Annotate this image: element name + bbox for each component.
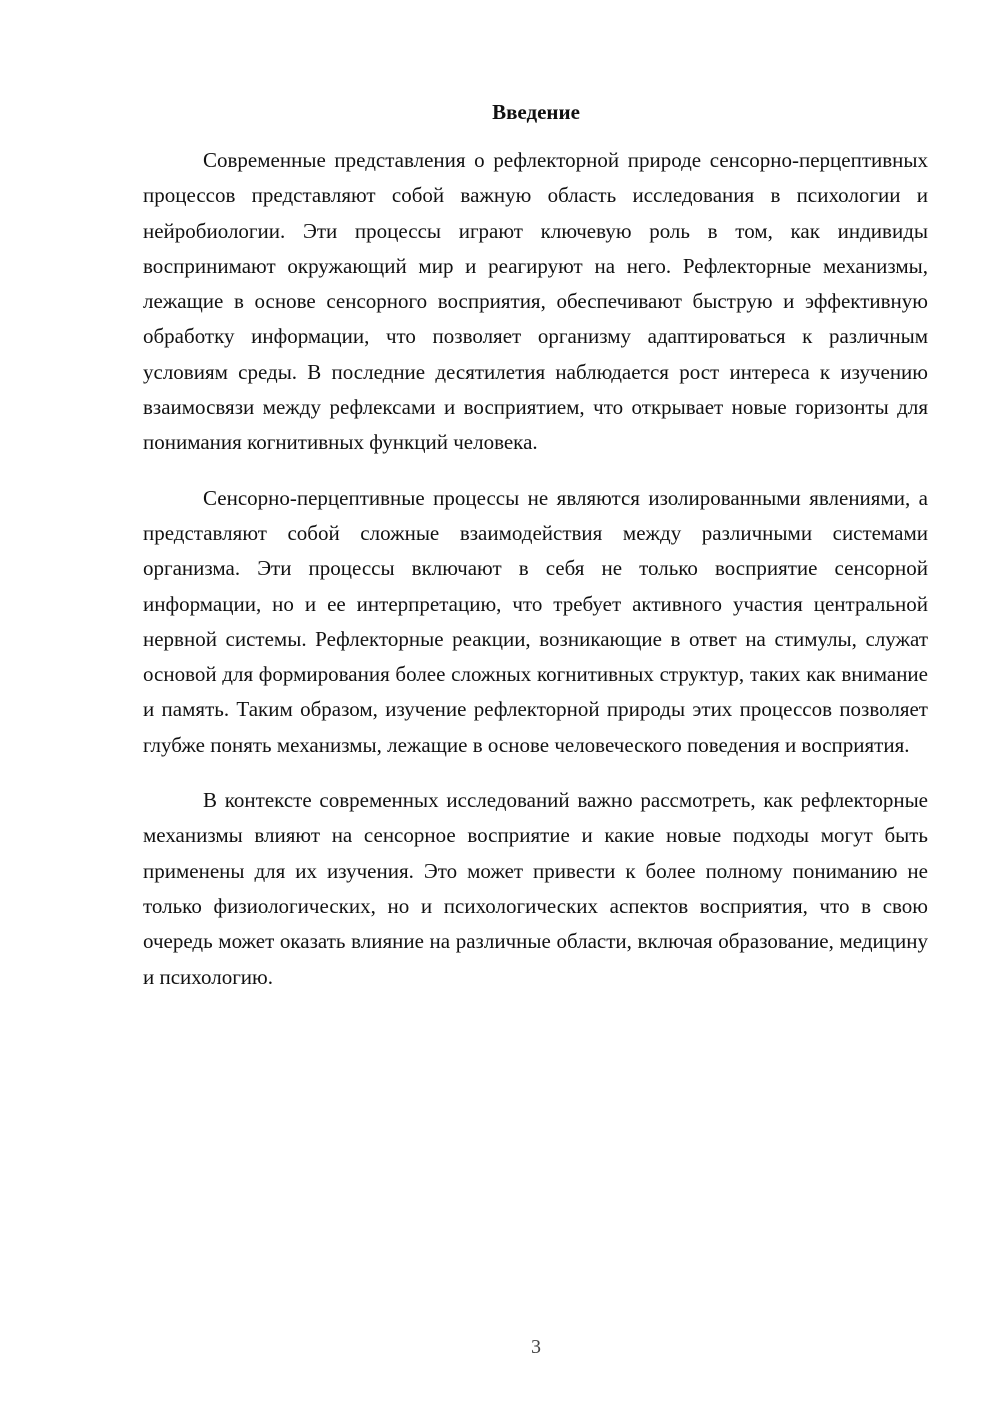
section-title: Введение [492,100,580,124]
page-number: 3 [531,1336,541,1358]
paragraph-3: В контексте современных исследований важно рассмотреть, как рефлекторные механизмы влияют на сенсорное восприятие и какие новые подходы могут быть применены для их изучения. Это может привести к более полному пониманию не только физиологических, но и психологических аспектов восприятия, что в свою очередь может оказать влияние на различные области, включая образование, медицину и психологию. [143,788,928,989]
body-text [143,143,928,995]
paragraph-1: Современные представления о рефлекторной природе сенсорно-перцептивных процессов представляют собой важную область исследования в психологии и нейробиологии. Эти процессы играют ключевую роль в том, как индивиды воспринимают окружающий мир и реагируют на него. Рефлекторные механизмы, лежащие в основе сенсорного восприятия, обеспечивают быструю и эффективную обработку информации, что позволяет организму адаптироваться к различным условиям среды. В последние десятилетия наблюдается рост интереса к изучению взаимосвязи между рефлексами и восприятием, что открывает новые горизонты для понимания когнитивных функций человека. [143,148,928,455]
paragraph-2: Сенсорно-перцептивные процессы не являются изолированными явлениями, а представляют собой сложные взаимодействия между различными системами организма. Эти процессы включают в себя не только восприятие сенсорной информации, но и ее интерпретацию, что требует активного участия центральной нервной системы. Рефлекторные реакции, возникающие в ответ на стимулы, служат основой для формирования более сложных когнитивных структур, таких как внимание и память. Таким образом, изучение рефлекторной природы этих процессов позволяет глубже понять механизмы, лежащие в основе человеческого поведения и восприятия. [143,485,928,757]
